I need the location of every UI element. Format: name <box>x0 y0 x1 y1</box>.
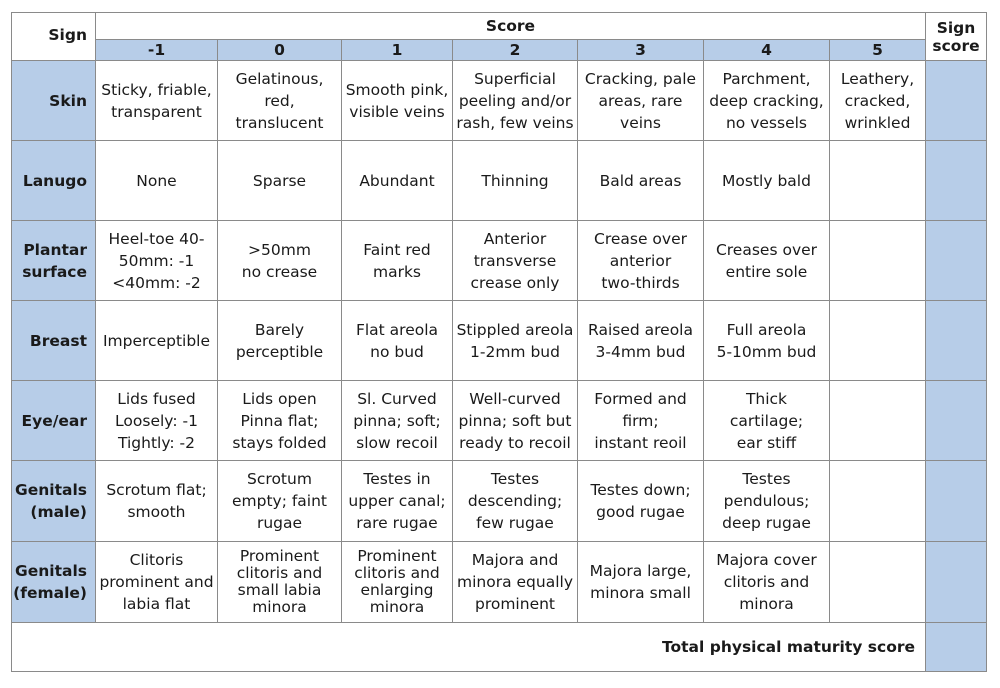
criterion-cell <box>217 380 342 461</box>
sign-label-genitals-female <box>11 541 96 623</box>
score-column-4-text: 4 <box>761 41 772 59</box>
criterion-cell <box>341 300 453 381</box>
sign-label-genitals-male-text: Genitals (male) <box>15 481 87 521</box>
criterion-cell-text: Thick cartilage; ear stiff <box>729 389 804 452</box>
sign-score-cell <box>925 300 987 381</box>
criterion-cell <box>341 380 453 461</box>
criterion-cell <box>341 140 453 221</box>
criterion-cell-text: Testes descending; few rugae <box>467 470 563 532</box>
criterion-cell <box>341 460 453 542</box>
criterion-cell-text: Sparse <box>252 171 307 190</box>
criterion-cell-text: Crease over anterior two-thirds <box>594 229 687 292</box>
sign-label-breast <box>11 300 96 381</box>
criterion-cell-text: Cracking, pale areas, rare veins <box>584 69 697 132</box>
criterion-cell-text: Testes pendulous; deep rugae <box>722 470 811 532</box>
criterion-cell <box>703 300 830 381</box>
score-column-1-text: 1 <box>391 41 403 59</box>
score-column-0-text: 0 <box>274 41 285 59</box>
criterion-cell-text: Barely perceptible <box>235 320 324 361</box>
criterion-cell <box>703 220 830 301</box>
criterion-cell <box>829 380 926 461</box>
sign-label-eye-ear-text: Eye/ear <box>21 411 87 430</box>
sign-label-breast-text: Breast <box>29 331 87 350</box>
criterion-cell-text: Creases over entire sole <box>715 240 818 281</box>
sign-label-plantar-surface <box>11 220 96 301</box>
score-column-3-text: 3 <box>635 41 646 59</box>
sign-label-genitals-female-text: Genitals (female) <box>13 562 87 602</box>
criterion-cell-text: Clitoris prominent and labia flat <box>99 551 214 613</box>
criterion-cell-text: Raised areola 3-4mm bud <box>588 320 693 361</box>
score-column-1 <box>341 39 453 61</box>
criterion-cell <box>217 541 342 623</box>
criterion-cell-text: None <box>136 171 177 190</box>
criterion-cell-text: Gelatinous, red, translucent <box>235 69 324 132</box>
criterion-cell <box>217 60 342 141</box>
sign-label-genitals-male <box>11 460 96 542</box>
sign-score-cell <box>925 541 987 623</box>
criterion-cell-text: Majora cover clitoris and minora <box>716 551 817 613</box>
criterion-cell <box>95 140 218 221</box>
sign-header-text: Sign <box>48 26 87 44</box>
sign-score-cell <box>925 60 987 141</box>
criterion-cell <box>577 380 704 461</box>
criterion-cell-text: Abundant <box>359 171 435 190</box>
total-score-label-text: Total physical maturity score <box>661 638 915 656</box>
criterion-cell <box>829 60 926 141</box>
sign-label-eye-ear <box>11 380 96 461</box>
criterion-cell-text: Majora and minora equally prominent <box>457 551 573 613</box>
criterion-cell <box>829 220 926 301</box>
sign-score-cell <box>925 460 987 542</box>
criterion-cell-text: Bald areas <box>599 171 682 190</box>
criterion-cell <box>95 460 218 542</box>
criterion-cell <box>703 380 830 461</box>
criterion-cell <box>703 60 830 141</box>
criterion-cell <box>577 140 704 221</box>
criterion-cell <box>452 380 578 461</box>
criterion-cell-text: Majora large, minora small <box>589 562 692 602</box>
score-column-0 <box>217 39 342 61</box>
sign-label-lanugo <box>11 140 96 221</box>
criterion-cell <box>217 300 342 381</box>
criterion-cell <box>577 460 704 542</box>
criterion-cell-text: Leathery, cracked, wrinkled <box>840 69 915 132</box>
sign-label-lanugo-text: Lanugo <box>22 171 87 190</box>
criterion-cell-text: Well-curved pinna; soft but ready to recoil <box>458 389 572 452</box>
score-header-text: Score <box>485 17 536 35</box>
criterion-cell <box>452 140 578 221</box>
criterion-cell-text: Smooth pink, visible veins <box>345 80 449 121</box>
criterion-cell <box>95 220 218 301</box>
criterion-cell-text: Superficial peeling and/or rash, few veins <box>456 69 574 132</box>
criterion-cell <box>452 220 578 301</box>
criterion-cell <box>217 140 342 221</box>
criterion-cell <box>341 541 453 623</box>
sign-label-skin <box>11 60 96 141</box>
criterion-cell <box>577 300 704 381</box>
criterion-cell-text: Lids open Pinna flat; stays folded <box>232 389 327 452</box>
criterion-cell-text: Heel-toe 40- 50mm: -1 <40mm: -2 <box>108 229 205 292</box>
criterion-cell-text: Faint red marks <box>363 240 431 281</box>
criterion-cell-text: Testes in upper canal; rare rugae <box>348 470 446 532</box>
score-column-3 <box>577 39 704 61</box>
sign-score-cell <box>925 380 987 461</box>
criterion-cell-text: >50mm no crease <box>241 240 318 281</box>
criterion-cell-text: Lids fused Loosely: -1 Tightly: -2 <box>115 389 198 452</box>
score-column-2-text: 2 <box>509 41 521 59</box>
criterion-cell-text: Formed and firm; instant reoil <box>594 389 687 452</box>
criterion-cell <box>452 541 578 623</box>
criterion-cell-text: Stippled areola 1-2mm bud <box>456 320 574 361</box>
criterion-cell-text: Imperceptible <box>102 331 211 350</box>
criterion-cell <box>829 300 926 381</box>
criterion-cell <box>217 460 342 542</box>
criterion-cell-text: Full areola 5-10mm bud <box>716 320 817 361</box>
criterion-cell-text: Flat areola no bud <box>355 320 439 361</box>
sign-score-cell <box>925 220 987 301</box>
criterion-cell-text: Mostly bald <box>722 171 811 190</box>
criterion-cell <box>341 220 453 301</box>
criterion-cell <box>577 541 704 623</box>
criterion-cell-text: Thinning <box>481 171 549 190</box>
total-score-cell <box>925 622 987 672</box>
criterion-cell <box>95 380 218 461</box>
score-column-2 <box>452 39 578 61</box>
criterion-cell <box>341 60 453 141</box>
criterion-cell <box>217 220 342 301</box>
criterion-cell <box>452 60 578 141</box>
sign-label-plantar-surface-text: Plantar surface <box>22 240 87 281</box>
criterion-cell-text: Scrotum empty; faint rugae <box>231 470 328 532</box>
criterion-cell <box>95 60 218 141</box>
score-column-5-text: 5 <box>872 41 883 59</box>
criterion-cell-text: Scrotum flat; smooth <box>106 481 207 521</box>
score-column-4 <box>703 39 830 61</box>
criterion-cell <box>829 140 926 221</box>
criterion-cell <box>703 541 830 623</box>
criterion-cell <box>452 300 578 381</box>
criterion-cell-text: Sl. Curved pinna; soft; slow recoil <box>353 389 441 452</box>
criterion-cell <box>577 220 704 301</box>
criterion-cell <box>95 541 218 623</box>
criterion-cell <box>95 300 218 381</box>
criterion-cell <box>703 140 830 221</box>
criterion-cell-text: Prominent clitoris and enlarging minora <box>354 547 440 616</box>
criterion-cell <box>452 460 578 542</box>
criterion-cell <box>577 60 704 141</box>
criterion-cell <box>829 460 926 542</box>
score-column--1 <box>95 39 218 61</box>
score-column-5 <box>829 39 926 61</box>
sign-label-skin-text: Skin <box>49 91 87 110</box>
total-score-label <box>11 622 926 672</box>
criterion-cell <box>829 541 926 623</box>
criterion-cell-text: Testes down; good rugae <box>590 481 691 521</box>
criterion-cell <box>703 460 830 542</box>
sign-header <box>11 12 96 61</box>
criterion-cell-text: Parchment, deep cracking, no vessels <box>709 69 824 132</box>
sign-score-cell <box>925 140 987 221</box>
criterion-cell-text: Anterior transverse crease only <box>470 229 560 292</box>
score-column--1-text: -1 <box>147 41 166 59</box>
score-header <box>95 12 926 40</box>
sign-score-header-text: Sign score <box>932 18 980 55</box>
criterion-cell-text: Sticky, friable, transparent <box>101 80 212 121</box>
sign-score-header <box>925 12 987 61</box>
criterion-cell-text: Prominent clitoris and small labia minora <box>236 547 323 616</box>
